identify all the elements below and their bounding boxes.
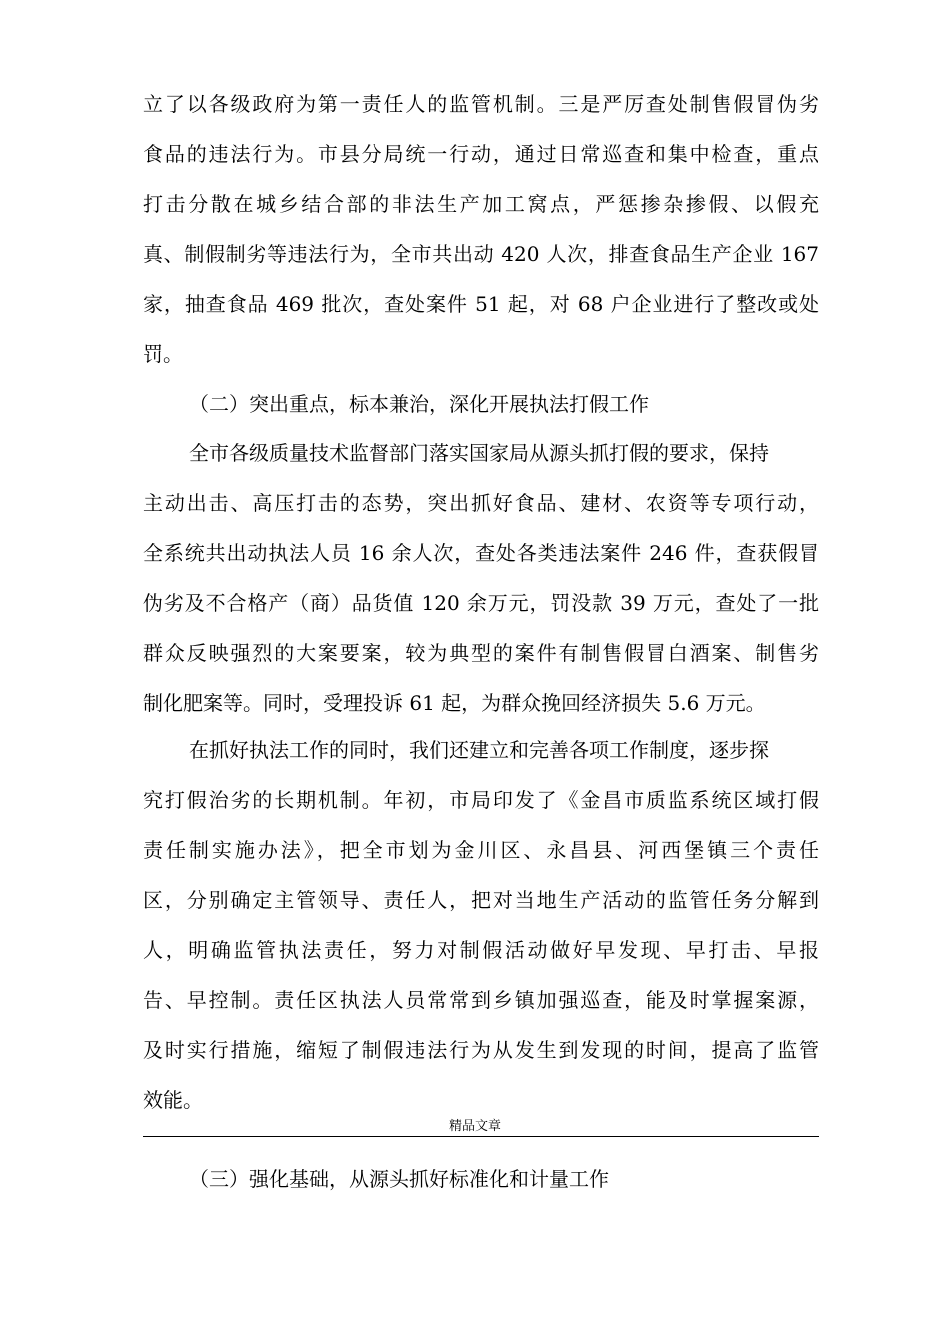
section-heading-text: （三）强化基础，从源头抓好标准化和计量工作 [189,1167,609,1191]
paragraph-line: 及时实行措施，缩短了制假违法行为从发生到发现的时间，提高了监管 [143,1038,819,1062]
paragraph-line: 人，明确监管执法责任，努力对制假活动做好早发现、早打击、早报 [143,938,819,962]
paragraph-line: 罚。 [143,342,183,366]
paragraph-line: 伪劣及不合格产（商）品货值 120 余万元，罚没款 39 万元，查处了一批 [143,591,819,615]
paragraph-line: 区，分别确定主管领导、责任人，把对当地生产活动的监管任务分解到 [143,888,819,912]
section-heading-text: （二）突出重点，标本兼治，深化开展执法打假工作 [189,392,649,416]
paragraph-line: 食品的违法行为。市县分局统一行动，通过日常巡查和集中检查，重点 [143,142,819,166]
paragraph-line: 究打假治劣的长期机制。年初，市局印发了《金昌市质监系统区域打假 [143,788,819,812]
paragraph-line: 群众反映强烈的大案要案，较为典型的案件有制售假冒白酒案、制售劣 [143,641,819,665]
paragraph-line: 主动出击、高压打击的态势，突出抓好食品、建材、农资等专项行动， [143,491,819,515]
paragraph-line: 全系统共出动执法人员 16 余人次，查处各类违法案件 246 件，查获假冒 [143,541,819,565]
paragraph-line: 告、早控制。责任区执法人员常常到乡镇加强巡查，能及时掌握案源， [143,988,819,1012]
paragraph-line: 制化肥案等。同时，受理投诉 61 起，为群众挽回经济损失 5.6 万元。 [143,691,766,715]
paragraph-line: 真、制假制劣等违法行为，全市共出动 420 人次，排查食品生产企业 167 [143,242,819,266]
paragraph-line: 在抓好执法工作的同时，我们还建立和完善各项工作制度，逐步探 [189,738,769,762]
paragraph-line: 家，抽查食品 469 批次，查处案件 51 起，对 68 户企业进行了整改或处 [143,292,819,316]
paragraph-line: 全市各级质量技术监督部门落实国家局从源头抓打假的要求，保持 [189,441,769,465]
paragraph-line: 立了以各级政府为第一责任人的监管机制。三是严厉查处制售假冒伪劣 [143,92,819,116]
paragraph-line: 效能。 [143,1088,203,1112]
footer-divider [143,1136,819,1137]
paragraph-line: 责任制实施办法》，把全市划为金川区、永昌县、河西堡镇三个责任 [143,838,819,862]
paragraph-line: 打击分散在城乡结合部的非法生产加工窝点，严惩掺杂掺假、以假充 [143,192,819,216]
page-footer-label: 精品文章 [448,1119,501,1134]
